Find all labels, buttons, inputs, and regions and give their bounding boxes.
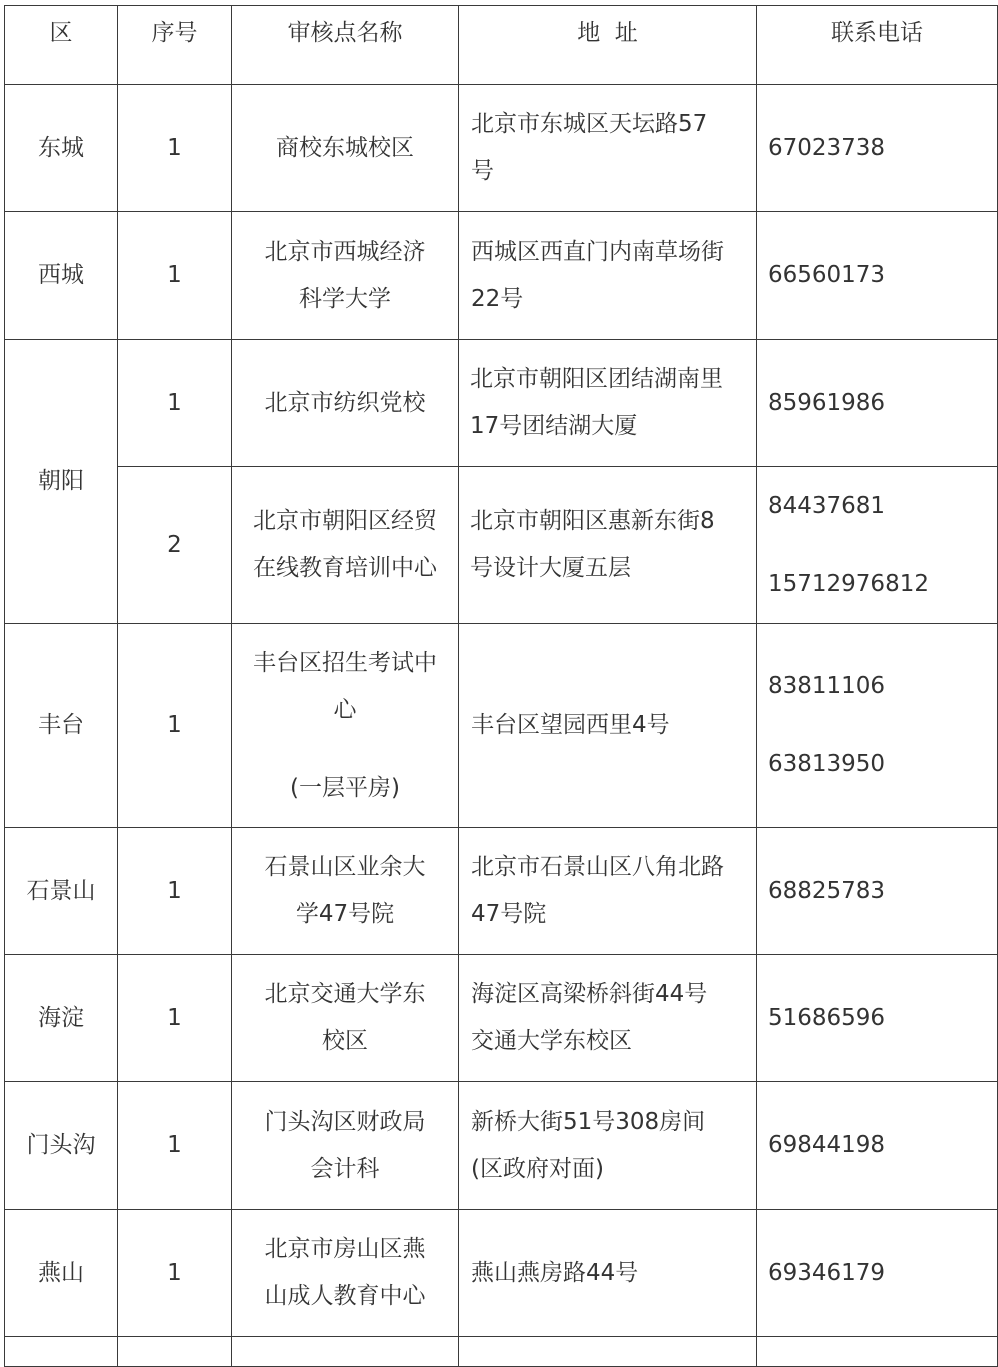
address-cell	[459, 1210, 757, 1337]
phone-cell	[757, 85, 998, 212]
address-line: 17号团结湖大厦	[470, 413, 638, 439]
address-line: 燕山燕房路44号	[471, 1259, 639, 1286]
seq-cell: 1	[118, 1082, 232, 1210]
table-row	[5, 467, 998, 624]
name-line: 北京市房山区燕	[264, 1236, 426, 1262]
name-cell	[232, 212, 459, 340]
table-row	[5, 1337, 998, 1367]
table-row	[5, 85, 998, 212]
name-cell	[232, 955, 459, 1082]
name-line: 在线教育培训中心	[253, 555, 437, 581]
table-header-row	[5, 6, 998, 85]
name-cell	[232, 340, 459, 467]
phone-number: 67023738	[768, 134, 886, 161]
name-note: (一层平房)	[290, 774, 400, 801]
name-line: 山成人教育中心	[264, 1283, 426, 1309]
table-row	[5, 1082, 998, 1210]
seq-cell: 2	[118, 467, 232, 624]
address-cell	[459, 467, 757, 624]
phone-number: 83811106	[768, 673, 886, 699]
name-line: 北京市朝阳区经贸	[253, 508, 437, 534]
name-line: 会计科	[310, 1155, 380, 1182]
name-cell	[232, 624, 459, 828]
phone-cell	[757, 212, 998, 340]
table-row	[5, 955, 998, 1082]
phone-number: 15712976812	[768, 570, 929, 597]
seq-cell: 1	[118, 212, 232, 340]
address-line: 北京市石景山区八角北路	[471, 854, 724, 880]
seq-cell: 1	[118, 624, 232, 828]
phone-cell	[757, 828, 998, 955]
header-district: 区	[5, 6, 118, 85]
address-line: 47号院	[471, 901, 547, 927]
seq-cell: 1	[118, 85, 232, 212]
seq-cell: 1	[118, 955, 232, 1082]
phone-number: 69844198	[768, 1132, 886, 1158]
table-row	[5, 828, 998, 955]
district-cell: 朝阳	[5, 340, 118, 624]
header-name: 审核点名称	[232, 6, 459, 85]
district-cell: 东城	[5, 85, 118, 212]
phone-number: 63813950	[768, 751, 886, 777]
name-cell	[232, 467, 459, 624]
district-cell: 海淀	[5, 955, 118, 1082]
address-line: 号设计大厦五层	[470, 555, 631, 581]
address-cell	[459, 828, 757, 955]
address-line: 北京市朝阳区团结湖南里	[470, 366, 723, 392]
phone-cell	[757, 1082, 998, 1210]
phone-cell	[757, 1210, 998, 1337]
phone-cell	[757, 467, 998, 624]
phone-number: 85961986	[768, 389, 886, 416]
name-line: 商校东城校区	[276, 134, 414, 161]
table-row	[5, 340, 998, 467]
name-line: 石景山区业余大	[264, 854, 426, 880]
phone-cell	[757, 624, 998, 828]
name-line: 北京市纺织党校	[264, 389, 426, 416]
header-seq: 序号	[118, 6, 232, 85]
table-row	[5, 212, 998, 340]
district-cell: 丰台	[5, 624, 118, 828]
name-line: 门头沟区财政局	[264, 1108, 426, 1135]
address-cell	[459, 955, 757, 1082]
district-cell: 燕山	[5, 1210, 118, 1337]
address-line: 新桥大街51号308房间	[471, 1108, 706, 1135]
seq-cell: 1	[118, 828, 232, 955]
table-row	[5, 624, 998, 828]
address-line: 22号	[471, 285, 524, 312]
name-cell	[232, 828, 459, 955]
audit-points-table	[4, 5, 998, 1367]
phone-cell	[757, 955, 998, 1082]
name-cell	[232, 1210, 459, 1337]
address-cell	[459, 340, 757, 467]
name-line: 丰台区招生考试中	[253, 649, 437, 676]
address-line: (区政府对面)	[471, 1155, 604, 1182]
table-row	[5, 1210, 998, 1337]
header-phone: 联系电话	[757, 6, 998, 85]
phone-number: 84437681	[768, 492, 886, 519]
address-cell	[459, 624, 757, 828]
district-cell: 石景山	[5, 828, 118, 955]
address-line: 西城区西直门内南草场街	[471, 238, 724, 265]
address-line: 海淀区高梁桥斜街44号	[471, 981, 708, 1007]
address-line: 北京市东城区天坛路57	[471, 111, 708, 137]
phone-number: 69346179	[768, 1259, 886, 1286]
district-cell: 西城	[5, 212, 118, 340]
name-line: 学47号院	[295, 901, 395, 927]
district-cell: 门头沟	[5, 1082, 118, 1210]
name-line: 校区	[322, 1028, 368, 1054]
header-address: 地 址	[459, 6, 757, 85]
name-line: 心	[333, 696, 357, 723]
address-line: 丰台区望园西里4号	[471, 712, 670, 738]
phone-number: 51686596	[768, 1004, 886, 1031]
name-cell	[232, 1082, 459, 1210]
name-line: 科学大学	[299, 285, 391, 312]
phone-number: 68825783	[768, 877, 886, 904]
name-line: 北京市西城经济	[264, 238, 426, 265]
seq-cell: 1	[118, 340, 232, 467]
address-line: 号	[471, 158, 494, 184]
name-cell	[232, 85, 459, 212]
address-cell	[459, 212, 757, 340]
address-cell	[459, 85, 757, 212]
address-line: 北京市朝阳区惠新东街8	[470, 508, 715, 534]
phone-number: 66560173	[768, 262, 886, 288]
seq-cell: 1	[118, 1210, 232, 1337]
name-line: 北京交通大学东	[264, 981, 426, 1007]
phone-cell	[757, 340, 998, 467]
address-line: 交通大学东校区	[471, 1028, 632, 1054]
address-cell	[459, 1082, 757, 1210]
